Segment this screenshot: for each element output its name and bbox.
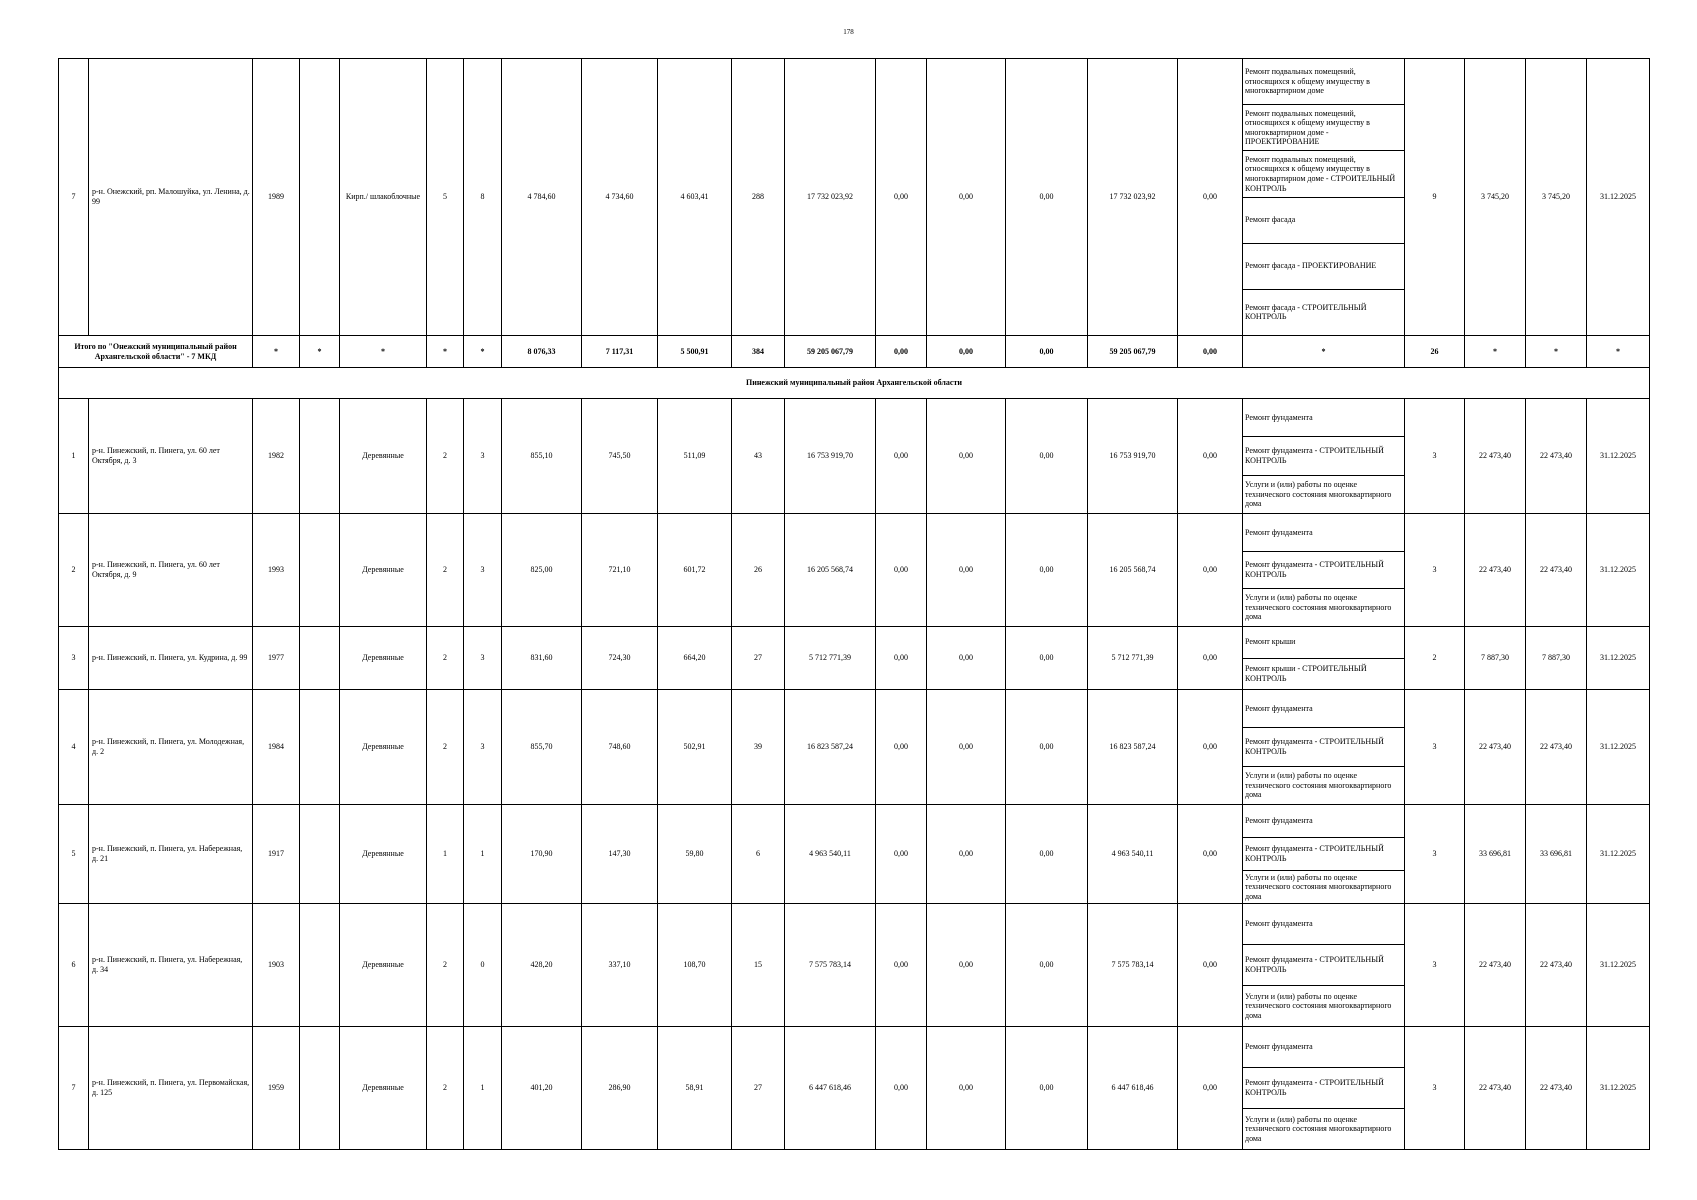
cost-fund-cell: 0,00 — [876, 690, 927, 805]
row-number: 2 — [59, 514, 89, 627]
total-entrances: * — [464, 336, 502, 368]
work-item: Ремонт фундамента — [1243, 399, 1404, 437]
entrances-cell: 1 — [464, 1027, 502, 1150]
area-premises-cell: 721,10 — [582, 514, 658, 627]
cost-fund-cell: 0,00 — [876, 627, 927, 690]
floors-cell: 2 — [427, 399, 464, 514]
work-item: Ремонт подвальных помещений, относящихся к общему имуществу в многоквартирном доме - СТРОИТЕЛЬНЫЙ КОНТРОЛЬ — [1243, 151, 1404, 197]
total-cost-fund: 0,00 — [876, 336, 927, 368]
cost-total-cell: 5 712 771,39 — [785, 627, 876, 690]
address-cell: р-н. Пинежский, п. Пинега, ул. Набережная, д. 21 — [89, 805, 253, 904]
area-residential-cell: 502,91 — [658, 690, 732, 805]
works-cell — [1243, 904, 1405, 1027]
works-count-cell: 9 — [1405, 59, 1465, 336]
district-header-row — [59, 368, 1650, 399]
total-unit-cost-max: * — [1526, 336, 1587, 368]
cost-total-cell: 17 732 023,92 — [785, 59, 876, 336]
unit-cost-max-cell: 22 473,40 — [1526, 514, 1587, 627]
wall-material-cell: Деревянные — [340, 627, 427, 690]
table-row — [59, 1027, 1650, 1150]
row-number: 1 — [59, 399, 89, 514]
total-works-count: 26 — [1405, 336, 1465, 368]
work-item: Ремонт фундамента — [1243, 805, 1404, 838]
floors-cell: 2 — [427, 690, 464, 805]
area-premises-cell: 337,10 — [582, 904, 658, 1027]
cost-municipal-cell: 0,00 — [1006, 399, 1088, 514]
area-residential-cell: 601,72 — [658, 514, 732, 627]
area-residential-cell: 58,91 — [658, 1027, 732, 1150]
work-item: Ремонт фасада - СТРОИТЕЛЬНЫЙ КОНТРОЛЬ — [1245, 302, 1367, 322]
year-built-cell: 1989 — [253, 59, 300, 336]
table-row — [59, 690, 1650, 805]
cost-regional-cell: 0,00 — [927, 399, 1006, 514]
work-item: Ремонт фундамента - СТРОИТЕЛЬНЫЙ КОНТРОЛЬ — [1243, 552, 1404, 590]
entrances-cell: 3 — [464, 399, 502, 514]
cost-fund-cell: 0,00 — [876, 514, 927, 627]
area-residential-cell: 511,09 — [658, 399, 732, 514]
residents-cell: 39 — [732, 690, 785, 805]
row-number: 4 — [59, 690, 89, 805]
area-total-cell: 855,10 — [502, 399, 582, 514]
floors-cell: 2 — [427, 514, 464, 627]
deadline-cell: 31.12.2025 — [1587, 59, 1650, 336]
entrances-cell: 3 — [464, 514, 502, 627]
cost-regional-cell: 0,00 — [927, 805, 1006, 904]
wall-material-cell: Деревянные — [340, 904, 427, 1027]
cost-total-cell: 7 575 783,14 — [785, 904, 876, 1027]
residents-cell: 27 — [732, 627, 785, 690]
wall-material-cell: Кирп./ шлакоблочные — [340, 59, 427, 336]
deadline-cell: 31.12.2025 — [1587, 904, 1650, 1027]
entrances-cell: 1 — [464, 805, 502, 904]
works-count-cell: 3 — [1405, 690, 1465, 805]
area-premises-cell: 147,30 — [582, 805, 658, 904]
area-premises-cell: 724,30 — [582, 627, 658, 690]
cost-owners-cell: 16 205 568,74 — [1088, 514, 1178, 627]
cost-other-cell: 0,00 — [1178, 805, 1243, 904]
year-built-cell: 1903 — [253, 904, 300, 1027]
total-wall-material: * — [340, 336, 427, 368]
wall-material-cell: Деревянные — [340, 805, 427, 904]
area-total-cell: 855,70 — [502, 690, 582, 805]
total-cost-municipal: 0,00 — [1006, 336, 1088, 368]
cost-other-cell: 0,00 — [1178, 690, 1243, 805]
total-works: * — [1243, 336, 1405, 368]
year-overhaul-cell — [300, 514, 340, 627]
cost-total-cell: 16 205 568,74 — [785, 514, 876, 627]
residents-cell: 15 — [732, 904, 785, 1027]
work-item: Ремонт крыши — [1243, 627, 1404, 659]
unit-cost-cell: 7 887,30 — [1465, 627, 1526, 690]
year-overhaul-cell — [300, 805, 340, 904]
year-overhaul-cell — [300, 690, 340, 805]
total-cost-other: 0,00 — [1178, 336, 1243, 368]
unit-cost-max-cell: 22 473,40 — [1526, 1027, 1587, 1150]
address-cell: р-н. Пинежский, п. Пинега, ул. 60 лет Октября, д. 3 — [89, 399, 253, 514]
entrances-cell: 0 — [464, 904, 502, 1027]
area-total-cell: 825,00 — [502, 514, 582, 627]
works-cell — [1243, 59, 1405, 336]
capital-repair-table — [58, 58, 1650, 1150]
residents-cell: 6 — [732, 805, 785, 904]
cost-total-cell: 4 963 540,11 — [785, 805, 876, 904]
cost-owners-cell: 7 575 783,14 — [1088, 904, 1178, 1027]
deadline-cell: 31.12.2025 — [1587, 690, 1650, 805]
cost-regional-cell: 0,00 — [927, 59, 1006, 336]
work-item: Услуги и (или) работы по оценке технического состояния многоквартирного дома — [1245, 1114, 1392, 1143]
cost-municipal-cell: 0,00 — [1006, 627, 1088, 690]
unit-cost-cell: 22 473,40 — [1465, 1027, 1526, 1150]
cost-municipal-cell: 0,00 — [1006, 1027, 1088, 1150]
work-item: Услуги и (или) работы по оценке технического состояния многоквартирного дома — [1245, 593, 1392, 622]
work-item: Ремонт фундамента - СТРОИТЕЛЬНЫЙ КОНТРОЛЬ — [1243, 838, 1404, 871]
works-cell — [1243, 805, 1405, 904]
unit-cost-cell: 22 473,40 — [1465, 399, 1526, 514]
unit-cost-cell: 3 745,20 — [1465, 59, 1526, 336]
total-area-residential: 5 500,91 — [658, 336, 732, 368]
total-floors: * — [427, 336, 464, 368]
total-cost-total: 59 205 067,79 — [785, 336, 876, 368]
total-cost-owners: 59 205 067,79 — [1088, 336, 1178, 368]
works-count-cell: 3 — [1405, 904, 1465, 1027]
cost-owners-cell: 6 447 618,46 — [1088, 1027, 1178, 1150]
floors-cell: 2 — [427, 1027, 464, 1150]
year-built-cell: 1917 — [253, 805, 300, 904]
wall-material-cell: Деревянные — [340, 399, 427, 514]
cost-fund-cell: 0,00 — [876, 904, 927, 1027]
work-item: Услуги и (или) работы по оценке технического состояния многоквартирного дома — [1245, 991, 1392, 1020]
area-premises-cell: 745,50 — [582, 399, 658, 514]
area-total-cell: 170,90 — [502, 805, 582, 904]
work-item: Ремонт фундамента — [1243, 1027, 1404, 1068]
cost-regional-cell: 0,00 — [927, 1027, 1006, 1150]
deadline-cell: 31.12.2025 — [1587, 514, 1650, 627]
area-premises-cell: 748,60 — [582, 690, 658, 805]
page-number: 178 — [843, 28, 854, 36]
works-count-cell: 2 — [1405, 627, 1465, 690]
table-row — [59, 904, 1650, 1027]
works-count-cell: 3 — [1405, 514, 1465, 627]
total-year-built: * — [253, 336, 300, 368]
cost-owners-cell: 17 732 023,92 — [1088, 59, 1178, 336]
year-overhaul-cell — [300, 904, 340, 1027]
work-item: Ремонт фасада - ПРОЕКТИРОВАНИЕ — [1243, 244, 1404, 290]
deadline-cell: 31.12.2025 — [1587, 399, 1650, 514]
work-item: Ремонт фундамента - СТРОИТЕЛЬНЫЙ КОНТРОЛЬ — [1243, 1068, 1404, 1109]
row-number: 5 — [59, 805, 89, 904]
work-item: Ремонт крыши - СТРОИТЕЛЬНЫЙ КОНТРОЛЬ — [1245, 664, 1367, 683]
cost-fund-cell: 0,00 — [876, 1027, 927, 1150]
area-residential-cell: 4 603,41 — [658, 59, 732, 336]
work-item: Ремонт фундамента - СТРОИТЕЛЬНЫЙ КОНТРОЛЬ — [1243, 437, 1404, 475]
unit-cost-max-cell: 3 745,20 — [1526, 59, 1587, 336]
entrances-cell: 8 — [464, 59, 502, 336]
area-premises-cell: 4 734,60 — [582, 59, 658, 336]
cost-other-cell: 0,00 — [1178, 904, 1243, 1027]
table-row — [59, 805, 1650, 904]
year-built-cell: 1977 — [253, 627, 300, 690]
year-overhaul-cell — [300, 1027, 340, 1150]
unit-cost-max-cell: 33 696,81 — [1526, 805, 1587, 904]
wall-material-cell: Деревянные — [340, 1027, 427, 1150]
floors-cell: 2 — [427, 627, 464, 690]
deadline-cell: 31.12.2025 — [1587, 627, 1650, 690]
total-label: Итого по "Онежский муниципальный район Архангельской области" - 7 МКД — [59, 336, 253, 368]
works-count-cell: 3 — [1405, 805, 1465, 904]
cost-other-cell: 0,00 — [1178, 514, 1243, 627]
row-number: 7 — [59, 1027, 89, 1150]
cost-owners-cell: 4 963 540,11 — [1088, 805, 1178, 904]
cost-total-cell: 16 753 919,70 — [785, 399, 876, 514]
work-item: Услуги и (или) работы по оценке технического состояния многоквартирного дома — [1245, 770, 1392, 800]
table-row — [59, 59, 1650, 336]
cost-owners-cell: 16 823 587,24 — [1088, 690, 1178, 805]
year-built-cell: 1984 — [253, 690, 300, 805]
unit-cost-cell: 22 473,40 — [1465, 690, 1526, 805]
unit-cost-max-cell: 22 473,40 — [1526, 399, 1587, 514]
residents-cell: 288 — [732, 59, 785, 336]
area-total-cell: 831,60 — [502, 627, 582, 690]
works-count-cell: 3 — [1405, 1027, 1465, 1150]
total-cost-regional: 0,00 — [927, 336, 1006, 368]
residents-cell: 26 — [732, 514, 785, 627]
cost-owners-cell: 16 753 919,70 — [1088, 399, 1178, 514]
area-total-cell: 401,20 — [502, 1027, 582, 1150]
cost-regional-cell: 0,00 — [927, 690, 1006, 805]
total-area-premises: 7 117,31 — [582, 336, 658, 368]
unit-cost-max-cell: 22 473,40 — [1526, 690, 1587, 805]
area-residential-cell: 59,80 — [658, 805, 732, 904]
total-deadline: * — [1587, 336, 1650, 368]
cost-fund-cell: 0,00 — [876, 805, 927, 904]
year-overhaul-cell — [300, 399, 340, 514]
cost-municipal-cell: 0,00 — [1006, 59, 1088, 336]
cost-other-cell: 0,00 — [1178, 1027, 1243, 1150]
cost-fund-cell: 0,00 — [876, 399, 927, 514]
row-number: 3 — [59, 627, 89, 690]
address-cell: р-н. Пинежский, п. Пинега, ул. Набережная, д. 34 — [89, 904, 253, 1027]
works-cell — [1243, 627, 1405, 690]
district-title: Пинежский муниципальный район Архангельской области — [59, 368, 1650, 399]
work-item: Ремонт фундамента — [1243, 904, 1404, 945]
works-cell — [1243, 399, 1405, 514]
work-item: Услуги и (или) работы по оценке технического состояния многоквартирного дома — [1245, 872, 1392, 901]
table-row — [59, 627, 1650, 690]
cost-municipal-cell: 0,00 — [1006, 805, 1088, 904]
deadline-cell: 31.12.2025 — [1587, 1027, 1650, 1150]
cost-owners-cell: 5 712 771,39 — [1088, 627, 1178, 690]
works-cell — [1243, 1027, 1405, 1150]
address-cell: р-н. Пинежский, п. Пинега, ул. Молодежная, д. 2 — [89, 690, 253, 805]
cost-other-cell: 0,00 — [1178, 627, 1243, 690]
address-cell: р-н. Пинежский, п. Пинега, ул. 60 лет Октября, д. 9 — [89, 514, 253, 627]
year-overhaul-cell — [300, 627, 340, 690]
cost-other-cell: 0,00 — [1178, 59, 1243, 336]
works-cell — [1243, 514, 1405, 627]
cost-fund-cell: 0,00 — [876, 59, 927, 336]
year-built-cell: 1959 — [253, 1027, 300, 1150]
area-residential-cell: 108,70 — [658, 904, 732, 1027]
unit-cost-cell: 22 473,40 — [1465, 904, 1526, 1027]
works-cell — [1243, 690, 1405, 805]
cost-regional-cell: 0,00 — [927, 627, 1006, 690]
wall-material-cell: Деревянные — [340, 514, 427, 627]
cost-regional-cell: 0,00 — [927, 904, 1006, 1027]
address-cell: р-н. Онежский, рп. Малошуйка, ул. Ленина, д. 99 — [89, 59, 253, 336]
cost-total-cell: 16 823 587,24 — [785, 690, 876, 805]
cost-regional-cell: 0,00 — [927, 514, 1006, 627]
wall-material-cell: Деревянные — [340, 690, 427, 805]
unit-cost-max-cell: 22 473,40 — [1526, 904, 1587, 1027]
area-premises-cell: 286,90 — [582, 1027, 658, 1150]
row-number: 7 — [59, 59, 89, 336]
area-residential-cell: 664,20 — [658, 627, 732, 690]
year-overhaul-cell — [300, 59, 340, 336]
total-residents: 384 — [732, 336, 785, 368]
cost-total-cell: 6 447 618,46 — [785, 1027, 876, 1150]
unit-cost-cell: 33 696,81 — [1465, 805, 1526, 904]
work-item: Ремонт фундамента — [1243, 514, 1404, 552]
floors-cell: 5 — [427, 59, 464, 336]
residents-cell: 27 — [732, 1027, 785, 1150]
works-count-cell: 3 — [1405, 399, 1465, 514]
total-unit-cost: * — [1465, 336, 1526, 368]
cost-municipal-cell: 0,00 — [1006, 690, 1088, 805]
work-item: Услуги и (или) работы по оценке технического состояния многоквартирного дома — [1245, 479, 1392, 509]
total-area-total: 8 076,33 — [502, 336, 582, 368]
deadline-cell: 31.12.2025 — [1587, 805, 1650, 904]
unit-cost-max-cell: 7 887,30 — [1526, 627, 1587, 690]
table-row — [59, 514, 1650, 627]
year-built-cell: 1993 — [253, 514, 300, 627]
work-item: Ремонт фундамента — [1243, 690, 1404, 728]
residents-cell: 43 — [732, 399, 785, 514]
work-item: Ремонт подвальных помещений, относящихся к общему имуществу в многоквартирном доме — [1243, 59, 1404, 105]
row-number: 6 — [59, 904, 89, 1027]
total-year-overhaul: * — [300, 336, 340, 368]
cost-municipal-cell: 0,00 — [1006, 904, 1088, 1027]
cost-municipal-cell: 0,00 — [1006, 514, 1088, 627]
table-row — [59, 399, 1650, 514]
area-total-cell: 428,20 — [502, 904, 582, 1027]
total-row — [59, 336, 1650, 368]
work-item: Ремонт фундамента - СТРОИТЕЛЬНЫЙ КОНТРОЛЬ — [1243, 728, 1404, 766]
address-cell: р-н. Пинежский, п. Пинега, ул. Первомайская, д. 125 — [89, 1027, 253, 1150]
year-built-cell: 1982 — [253, 399, 300, 514]
entrances-cell: 3 — [464, 627, 502, 690]
work-item: Ремонт фундамента - СТРОИТЕЛЬНЫЙ КОНТРОЛЬ — [1243, 945, 1404, 986]
floors-cell: 1 — [427, 805, 464, 904]
entrances-cell: 3 — [464, 690, 502, 805]
work-item: Ремонт подвальных помещений, относящихся к общему имуществу в многоквартирном доме - ПРОЕКТИРОВАНИЕ — [1243, 105, 1404, 151]
area-total-cell: 4 784,60 — [502, 59, 582, 336]
unit-cost-cell: 22 473,40 — [1465, 514, 1526, 627]
cost-other-cell: 0,00 — [1178, 399, 1243, 514]
floors-cell: 2 — [427, 904, 464, 1027]
work-item: Ремонт фасада — [1243, 198, 1404, 244]
address-cell: р-н. Пинежский, п. Пинега, ул. Кудрина, д. 99 — [89, 627, 253, 690]
